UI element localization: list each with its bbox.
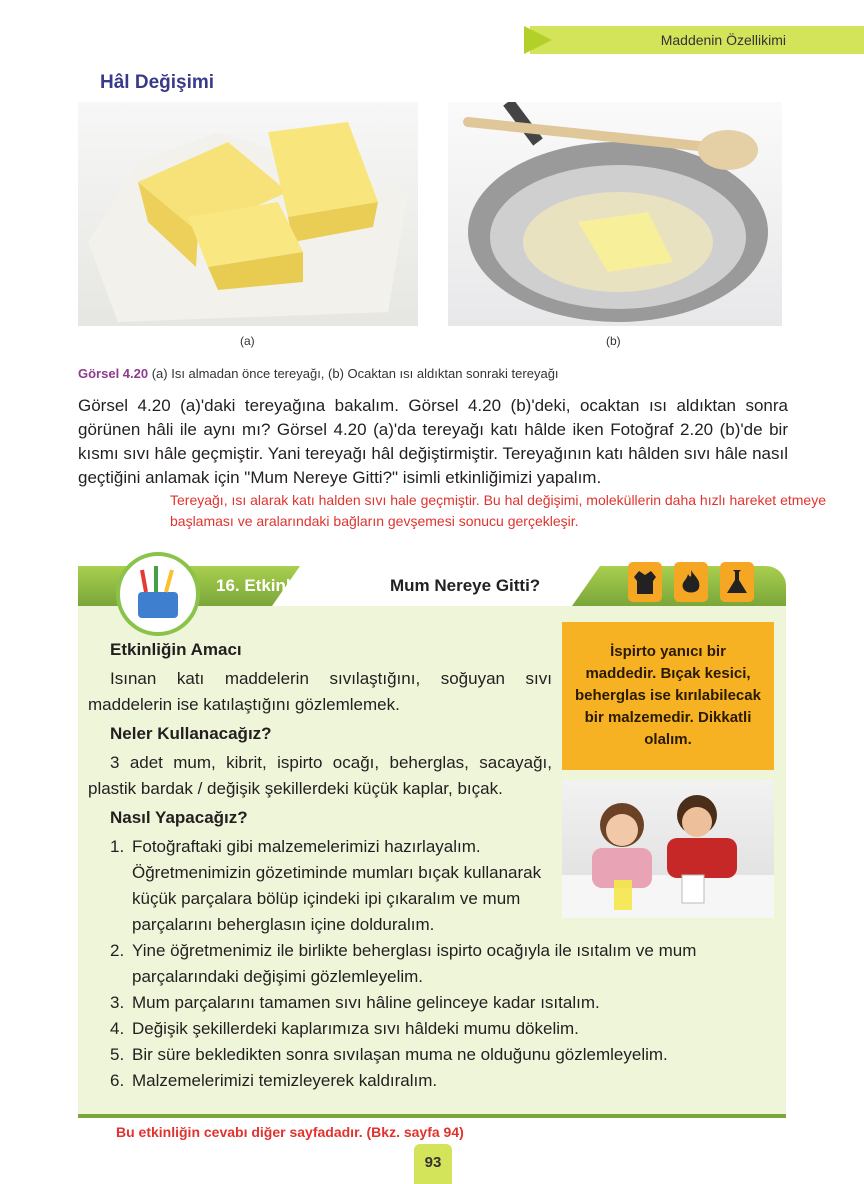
- step-number: 4.: [110, 1019, 125, 1038]
- page-number: 93: [424, 1154, 442, 1171]
- materials-heading: Neler Kullanacağız?: [110, 724, 272, 743]
- figure-label-a: (a): [240, 334, 255, 348]
- intro-paragraph: Görsel 4.20 (a)'daki tereyağına bakalım. Görsel 4.20 (b)'deki, ocaktan ısı aldıktan sonra görünen hâli ile aynı mı? Görsel 4.20 (a)'da tereyağı katı hâlde iken Fotoğraf 2.20 (b)'de bir kısmı sıvı hâle geçmiştir. Yani tereyağı hâl değiştirmiştir. Tereyağının katı hâlden sıvı hâle nasıl geçtiğini anlamak için "Mum Nereye Gitti?" isimli etkinliğimizi yapalım.: [78, 396, 788, 487]
- purpose-text: Isınan katı maddelerin sıvılaştığını, soğuyan sıvı maddelerin ise katılaştığını gözlemlemek.: [88, 669, 552, 714]
- caption-text: (a) Isı almadan önce tereyağı, (b) Ocaktan ısı aldıktan sonraki tereyağı: [148, 366, 559, 381]
- purpose-heading: Etkinliğin Amacı: [110, 640, 242, 659]
- activity-pencil-icon: [116, 552, 200, 636]
- figure-caption: [78, 366, 559, 381]
- answer-reference-note: Bu etkinliğin cevabı diğer sayfadadır. (Bkz. sayfa 94): [116, 1124, 464, 1140]
- lab-coat-icon: [628, 562, 662, 602]
- step-number: 6.: [110, 1071, 125, 1090]
- step-text: Fotoğraftaki gibi malzemelerimizi hazırlayalım. Öğretmenimizin gözetiminde mumları bıçak kullanarak küçük parçalara bölüp içindeki ipi çıkaralım ve mum parçalarını beherglasın içine dolduralım.: [132, 837, 542, 934]
- caption-label: Görsel 4.20: [78, 366, 149, 381]
- activity-bottom-border: [78, 1114, 786, 1118]
- method-heading: Nasıl Yapacağız?: [110, 808, 248, 827]
- warning-text: İspirto yanıcı bir maddedir. Bıçak kesici, beherglas ise kırılabilecak bir malzemedir. Dikkatli olalım.: [575, 643, 761, 748]
- step-text: Yine öğretmenimiz ile birlikte beherglası ispirto ocağıyla ile ısıtalım ve mum parçalarındaki değişimi gözlemleyelim.: [132, 941, 697, 986]
- flask-icon: [720, 562, 754, 602]
- safety-warning: [562, 622, 774, 770]
- step-number: 3.: [110, 993, 125, 1012]
- figure-label-b: (b): [606, 334, 621, 348]
- header-arrow: [524, 26, 552, 54]
- step-text: Bir süre bekledikten sonra sıvılaşan muma ne olduğunu gözlemleyelim.: [132, 1045, 668, 1064]
- chapter-title: Maddenin Özellikimi: [660, 32, 786, 48]
- activity-title: Mum Nereye Gitti?: [390, 576, 541, 595]
- step-number: 2.: [110, 941, 125, 960]
- fire-icon: [674, 562, 708, 602]
- materials-text: 3 adet mum, kibrit, ispirto ocağı, beherglas, sacayağı, plastik bardak / değişik şekillerdeki küçük kaplar, bıçak.: [88, 753, 552, 798]
- activity-number: 16. Etkinlik: [216, 576, 305, 595]
- step-number: 5.: [110, 1045, 125, 1064]
- step-number: 1.: [110, 837, 125, 856]
- pan-photo: [448, 102, 782, 326]
- step-text: Mum parçalarını tamamen sıvı hâline gelinceye kadar ısıtalım.: [132, 993, 600, 1012]
- step-text: Malzemelerimizi temizleyerek kaldıralım.: [132, 1071, 438, 1090]
- step-text: Değişik şekillerdeki kaplarımıza sıvı hâldeki mumu dökelim.: [132, 1019, 579, 1038]
- handwritten-answer: Tereyağı, ısı alarak katı halden sıvı hale geçmiştir. Bu hal değişimi, moleküllerin daha hızlı hareket etmeye başlaması ve aralarındaki bağların gevşemesi sonucu gerçekleşir.: [170, 492, 826, 529]
- students-photo: [562, 780, 774, 918]
- butter-photo: [78, 102, 418, 326]
- section-title: Hâl Değişimi: [100, 72, 215, 93]
